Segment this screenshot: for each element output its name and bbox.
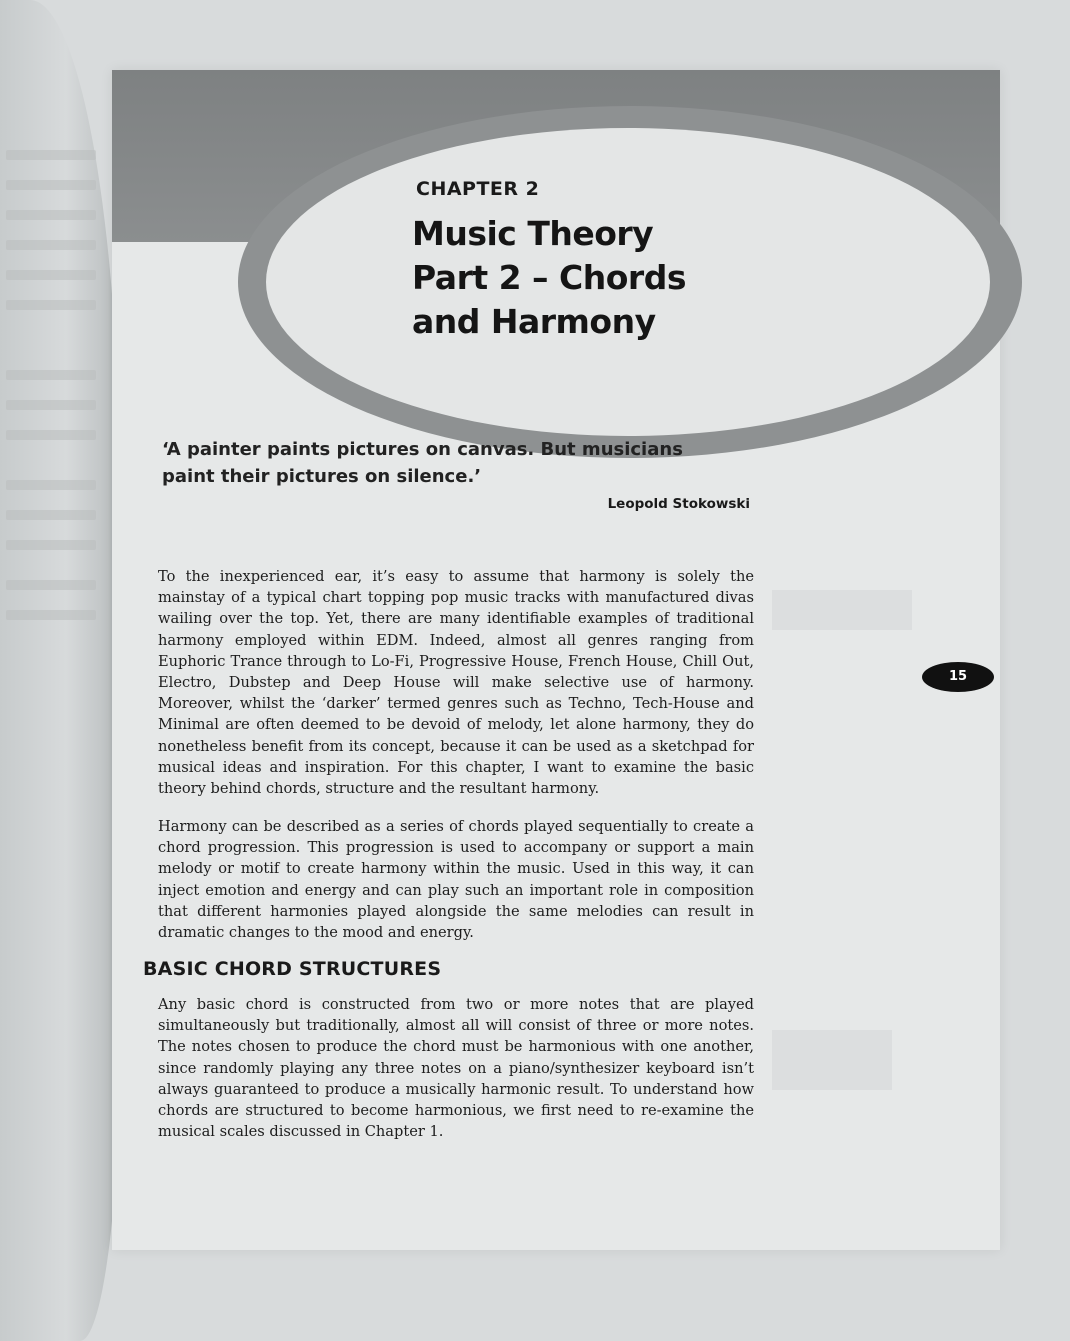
left-page-text-line — [6, 300, 96, 310]
left-page-text-line — [6, 210, 96, 220]
body-paragraph: Harmony can be described as a series of chords played sequentially to create a chord progression. This progression is used to accompany or support a main melody or motif to create harmony within the music. Used in this way, it can inject emotion and energy and can play such an important role in composition that different harmonies played alongside the same melodies can result in dramatic changes to the mood and energy. — [158, 818, 754, 942]
section-heading: BASIC CHORD STRUCTURES — [143, 958, 442, 980]
chapter-title-line: and Harmony — [412, 302, 656, 341]
chapter-label: CHAPTER 2 — [416, 178, 540, 200]
body-paragraph: To the inexperienced ear, it’s easy to assume that harmony is solely the mainstay of a typical chart topping pop music tracks with manufactured divas wailing over the top. Yet, there are many identifiable examples of traditional harmony employed within EDM. Indeed, almost all genres ranging from Euphoric Trance through to Lo-Fi, Progressive House, French House, Chill Out, Electro, Dubstep and Deep House will make selective use of harmony. Moreover, whilst the ‘darker’ termed genres such as Techno, Tech-House and Minimal are often deemed to be devoid of melody, let alone harmony, they do nonetheless benefit from its concept, because it can be used as a sketchpad for musical ideas and inspiration. For this chapter, I want to examine the basic theory behind chords, structure and the resultant harmony. — [158, 568, 754, 798]
chapter-title-line: Music Theory — [412, 214, 654, 253]
left-page-edge — [0, 0, 120, 1341]
left-page-text-line — [6, 180, 96, 190]
left-page-text-line — [6, 610, 96, 620]
left-page-text-line — [6, 240, 96, 250]
epigraph-author: Leopold Stokowski — [607, 496, 750, 512]
epigraph-line: paint their pictures on silence.’ — [162, 466, 482, 487]
show-through-table — [772, 590, 912, 630]
left-page-text-line — [6, 150, 96, 160]
section-paragraph: Any basic chord is constructed from two or more notes that are played simultaneously but traditionally, almost all will consist of three or more notes. The notes chosen to produce the chord must be harmonious with one another, since randomly playing any three notes on a piano/synthesizer keyboard isn’t always guaranteed to produce a musically harmonic result. To understand how chords are structured to become harmonious, we first need to re-examine the musical scales discussed in Chapter 1. — [158, 996, 754, 1141]
left-page-text-line — [6, 510, 96, 520]
page-number-badge: 15 — [922, 662, 994, 692]
left-page-text-line — [6, 270, 96, 280]
left-page-text-line — [6, 580, 96, 590]
epigraph-quote — [162, 436, 762, 490]
left-page-text-line — [6, 430, 96, 440]
chapter-title-line: Part 2 – Chords — [412, 258, 686, 297]
left-page-text-line — [6, 480, 96, 490]
chapter-title — [412, 212, 772, 344]
book-page — [112, 70, 1000, 1250]
left-page-text-line — [6, 540, 96, 550]
show-through-figure — [772, 1030, 892, 1090]
epigraph-line: ‘A painter paints pictures on canvas. But musicians — [162, 439, 683, 460]
left-page-text-line — [6, 400, 96, 410]
left-page-text-line — [6, 370, 96, 380]
